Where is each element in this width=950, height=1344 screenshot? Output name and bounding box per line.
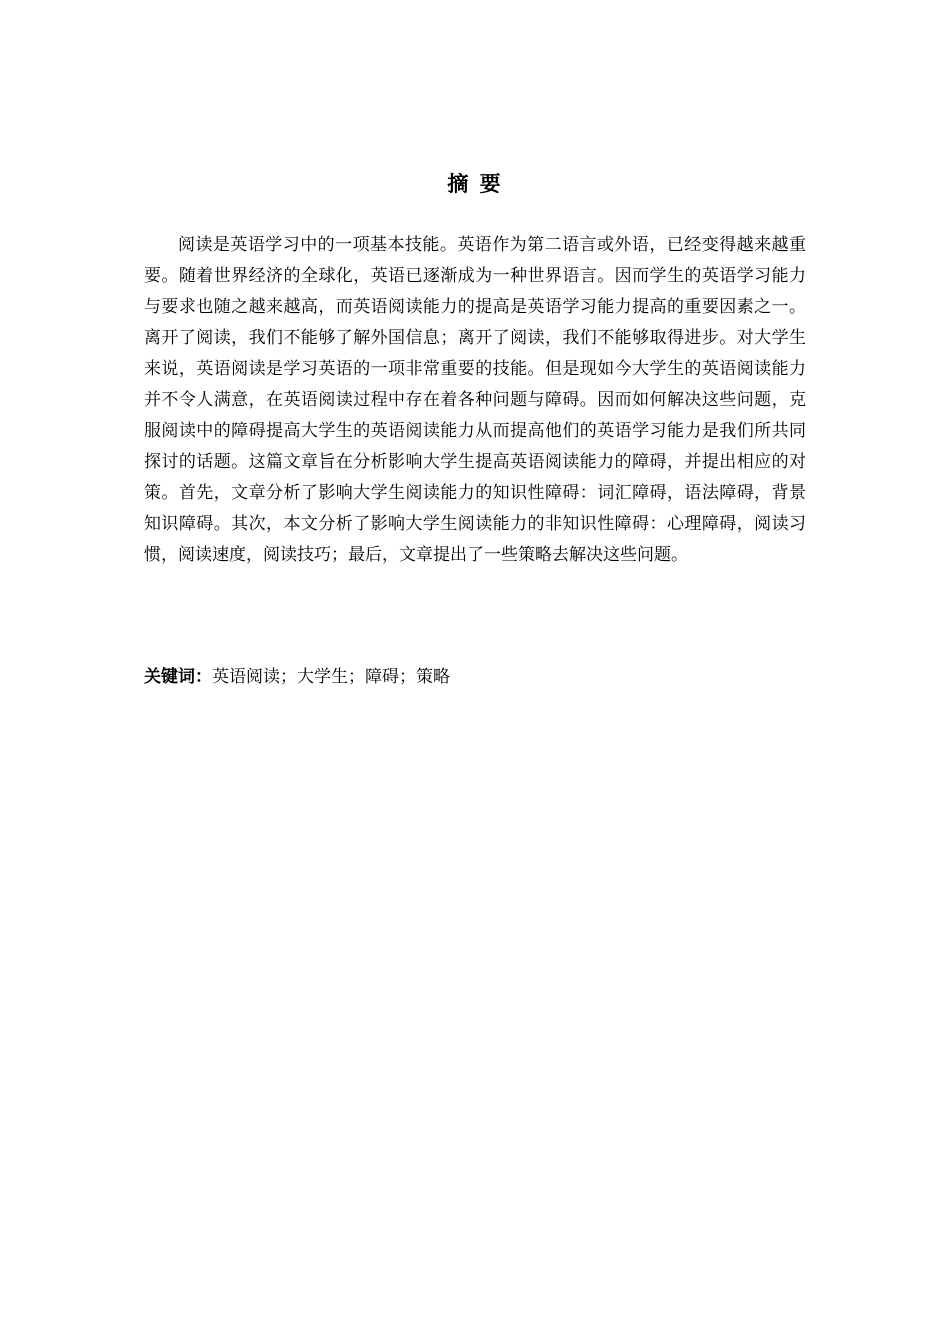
abstract-title: 摘 要 <box>447 172 503 196</box>
keywords-text: 英语阅读；大学生；障碍；策略 <box>212 667 450 687</box>
abstract-paragraph: 阅读是英语学习中的一项基本技能。英语作为第二语言或外语，已经变得越来越重要。随着世界经济的全球化，英语已逐渐成为一种世界语言。因而学生的英语学习能力与要求也随之越来越高，而英语阅读能力的提高是英语学习能力提高的重要因素之一。离开了阅读，我们不能够了解外国信息；离开了阅读，我们不能够取得进步。对大学生来说，英语阅读是学习英语的一项非常重要的技能。但是现如今大学生的英语阅读能力并不令人满意，在英语阅读过程中存在着各种问题与障碍。因而如何解决这些问题，克服阅读中的障碍提高大学生的英语阅读能力从而提高他们的英语学习能力是我们所共同探讨的话题。这篇文章旨在分析影响大学生提高英语阅读能力的障碍，并提出相应的对策。首先，文章分析了影响大学生阅读能力的知识性障碍：词汇障碍，语法障碍，背景知识障碍。其次，本文分析了影响大学生阅读能力的非知识性障碍：心理障碍，阅读习惯，阅读速度，阅读技巧；最后，文章提出了一些策略去解决这些问题。 <box>144 235 806 565</box>
keywords-line <box>144 662 806 693</box>
keywords-label: 关键词： <box>144 667 212 687</box>
